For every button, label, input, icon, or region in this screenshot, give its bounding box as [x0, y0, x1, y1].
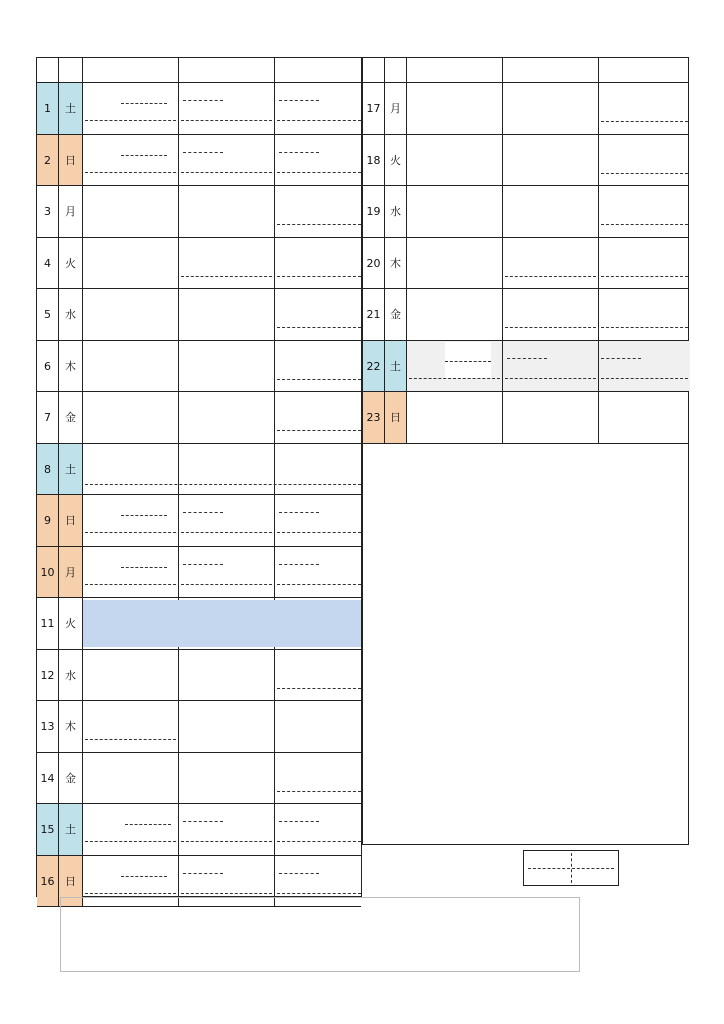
- dashed-divider: [181, 172, 272, 173]
- dashed-divider: [601, 276, 688, 277]
- weekday-cell: 金: [59, 392, 83, 443]
- dashed-divider: [181, 276, 272, 277]
- weekday-cell: 土: [59, 83, 83, 134]
- day-row: [37, 135, 361, 187]
- day-row: [363, 135, 688, 187]
- dashed-divider: [181, 532, 272, 533]
- day-row: [37, 753, 361, 805]
- dashed-divider: [85, 841, 176, 842]
- weekday-cell: 日: [59, 856, 83, 907]
- slot-cell: [407, 392, 503, 443]
- slot-cell: [83, 495, 179, 546]
- header-pm: [179, 58, 275, 83]
- sport-box: [121, 496, 167, 532]
- day-row: [37, 444, 361, 496]
- slot-cell: [599, 186, 690, 237]
- day-cell: 8: [37, 444, 59, 495]
- slot-cell: [275, 135, 363, 186]
- weekday-cell: 土: [59, 444, 83, 495]
- slot-cell: [275, 289, 363, 340]
- weekday-cell: 日: [59, 495, 83, 546]
- sport-box: [121, 136, 167, 172]
- slot-cell: [83, 547, 179, 598]
- sport-box: [121, 857, 167, 893]
- day-cell: 4: [37, 238, 59, 289]
- weekday-cell: 土: [59, 804, 83, 855]
- day-row: [37, 701, 361, 753]
- dashed-divider: [181, 120, 272, 121]
- slot-cell: [275, 804, 363, 855]
- day-row: [363, 392, 688, 444]
- day-row: [363, 238, 688, 290]
- dashed-divider: [183, 873, 223, 874]
- dashed-divider: [277, 172, 361, 173]
- dashed-divider: [121, 876, 167, 877]
- dashed-divider: [277, 120, 361, 121]
- slot-cell: [179, 495, 275, 546]
- slot-cell: [179, 392, 275, 443]
- day-cell: 19: [363, 186, 385, 237]
- slot-cell: [179, 804, 275, 855]
- day-row: [37, 650, 361, 702]
- dashed-divider: [277, 532, 361, 533]
- slot-cell: [83, 186, 179, 237]
- dashed-divider: [277, 791, 361, 792]
- sport-box: [125, 805, 171, 841]
- slot-cell: [83, 650, 179, 701]
- slot-cell: [83, 392, 179, 443]
- dashed-divider: [277, 327, 361, 328]
- day-row: [37, 547, 361, 599]
- slot-cell: [179, 701, 275, 752]
- slot-cell: [599, 135, 690, 186]
- dashed-divider: [279, 512, 319, 513]
- dashed-divider: [409, 378, 500, 379]
- dashed-divider: [601, 224, 688, 225]
- day-cell: 17: [363, 83, 385, 134]
- slot-cell: [179, 547, 275, 598]
- schedule-left: [36, 57, 362, 897]
- slot-cell: [503, 238, 599, 289]
- weekday-cell: 火: [59, 238, 83, 289]
- dashed-divider: [85, 893, 176, 894]
- dashed-divider: [121, 515, 167, 516]
- weekday-cell: 日: [385, 392, 407, 443]
- header-day: [37, 58, 59, 83]
- day-row: [37, 186, 361, 238]
- slot-cell: [275, 238, 363, 289]
- dashed-divider: [601, 378, 688, 379]
- slot-cell: [83, 701, 179, 752]
- slot-cell: [83, 341, 179, 392]
- weekday-cell: 土: [385, 341, 407, 392]
- weekday-cell: 木: [59, 701, 83, 752]
- dashed-divider: [277, 584, 361, 585]
- sport-box: [121, 548, 167, 584]
- slot-cell: [599, 341, 690, 392]
- dashed-divider: [279, 564, 319, 565]
- header-day: [363, 58, 385, 83]
- day-cell: 5: [37, 289, 59, 340]
- slot-cell: [275, 753, 363, 804]
- header-am: [83, 58, 179, 83]
- dashed-divider: [277, 841, 361, 842]
- slot-cell: [275, 392, 363, 443]
- dashed-divider: [505, 276, 596, 277]
- day-cell: 11: [37, 598, 59, 649]
- slot-cell: [503, 341, 599, 392]
- day-row: [37, 804, 361, 856]
- dashed-divider: [277, 430, 361, 431]
- day-row: [37, 341, 361, 393]
- slot-cell: [503, 289, 599, 340]
- weekday-cell: 木: [59, 341, 83, 392]
- dashed-divider: [601, 327, 688, 328]
- dashed-divider: [181, 893, 272, 894]
- header-weekday: [59, 58, 83, 83]
- slot-cell: [179, 83, 275, 134]
- slot-cell: [275, 495, 363, 546]
- closed-notice: [83, 600, 361, 647]
- dashed-divider: [85, 484, 361, 485]
- weekday-cell: 火: [385, 135, 407, 186]
- slot-cell: [407, 135, 503, 186]
- dashed-divider: [505, 378, 596, 379]
- day-cell: 20: [363, 238, 385, 289]
- slot-cell: [599, 289, 690, 340]
- dashed-divider: [85, 172, 176, 173]
- slot-cell: [83, 804, 179, 855]
- day-row: [37, 495, 361, 547]
- dashed-divider: [505, 327, 596, 328]
- day-cell: 23: [363, 392, 385, 443]
- dashed-divider: [277, 224, 361, 225]
- day-cell: 3: [37, 186, 59, 237]
- slot-cell: [407, 341, 503, 392]
- dashed-divider: [183, 152, 223, 153]
- slot-cell: [83, 753, 179, 804]
- dashed-divider: [601, 173, 688, 174]
- dashed-divider: [279, 873, 319, 874]
- header-am: [407, 58, 503, 83]
- day-cell: 6: [37, 341, 59, 392]
- day-cell: 21: [363, 289, 385, 340]
- slot-cell: [83, 83, 179, 134]
- weekday-cell: 月: [59, 547, 83, 598]
- slot-cell: [179, 135, 275, 186]
- slot-cell: [179, 650, 275, 701]
- slot-cell: [599, 238, 690, 289]
- header-left: [37, 58, 361, 83]
- day-row: [37, 83, 361, 135]
- header-night: [599, 58, 690, 83]
- day-row: [363, 289, 688, 341]
- dashed-divider: [181, 841, 272, 842]
- weekday-cell: 火: [59, 598, 83, 649]
- day-cell: 16: [37, 856, 59, 907]
- slot-cell: [599, 392, 690, 443]
- header-weekday: [385, 58, 407, 83]
- slot-cell: [599, 83, 690, 134]
- dashed-divider: [277, 379, 361, 380]
- sport-box: [445, 342, 491, 378]
- day-row: [363, 83, 688, 135]
- dashed-divider: [85, 584, 176, 585]
- day-cell: 10: [37, 547, 59, 598]
- day-cell: 15: [37, 804, 59, 855]
- day-cell: 13: [37, 701, 59, 752]
- header-pm: [503, 58, 599, 83]
- dashed-divider: [125, 824, 171, 825]
- dashed-divider: [277, 688, 361, 689]
- dashed-divider: [279, 152, 319, 153]
- dashed-divider: [183, 564, 223, 565]
- dashed-divider: [181, 584, 272, 585]
- day-cell: 2: [37, 135, 59, 186]
- day-cell: 18: [363, 135, 385, 186]
- slot-cell: [275, 701, 363, 752]
- dashed-divider: [121, 103, 167, 104]
- slot-cell: [275, 341, 363, 392]
- slot-cell: [503, 392, 599, 443]
- slot-cell: [83, 289, 179, 340]
- dashed-divider: [121, 567, 167, 568]
- day-cell: 12: [37, 650, 59, 701]
- weekday-cell: 金: [385, 289, 407, 340]
- slot-cell: [407, 289, 503, 340]
- dashed-divider: [85, 739, 176, 740]
- day-row: [37, 238, 361, 290]
- slot-cell: [179, 238, 275, 289]
- header-night: [275, 58, 363, 83]
- slot-cell: [407, 238, 503, 289]
- slot-cell: [275, 83, 363, 134]
- dashed-divider: [601, 358, 641, 359]
- weekday-cell: 水: [59, 289, 83, 340]
- day-cell: 14: [37, 753, 59, 804]
- header-right: [363, 58, 688, 83]
- day-cell: 1: [37, 83, 59, 134]
- dashed-divider: [121, 155, 167, 156]
- dashed-divider: [85, 532, 176, 533]
- weekday-cell: 月: [59, 186, 83, 237]
- sport-box: [121, 84, 167, 120]
- slot-cell: [503, 83, 599, 134]
- day-cell: 9: [37, 495, 59, 546]
- dashed-divider: [279, 821, 319, 822]
- slot-cell: [83, 238, 179, 289]
- slot-cell: [179, 341, 275, 392]
- slot-cell: [407, 83, 503, 134]
- slot-cell: [275, 186, 363, 237]
- dashed-divider: [277, 893, 361, 894]
- court-diagram: [523, 850, 619, 886]
- day-cell: 7: [37, 392, 59, 443]
- dashed-divider: [507, 358, 547, 359]
- slot-cell: [179, 753, 275, 804]
- slot-cell: [179, 289, 275, 340]
- weekday-cell: 月: [385, 83, 407, 134]
- day-row: [37, 598, 361, 650]
- slot-cell: [503, 135, 599, 186]
- event-row: [83, 444, 363, 495]
- weekday-cell: 木: [385, 238, 407, 289]
- dashed-divider: [277, 276, 361, 277]
- slot-cell: [179, 186, 275, 237]
- weekday-cell: 水: [59, 650, 83, 701]
- day-row: [37, 392, 361, 444]
- footnote-box: [60, 897, 580, 972]
- schedule-right: [362, 57, 689, 845]
- day-row: [37, 289, 361, 341]
- dashed-divider: [85, 120, 176, 121]
- day-row: [363, 341, 688, 393]
- slot-cell: [503, 186, 599, 237]
- weekday-cell: 日: [59, 135, 83, 186]
- day-cell: 22: [363, 341, 385, 392]
- slot-cell: [83, 135, 179, 186]
- day-row: [363, 186, 688, 238]
- dashed-divider: [183, 512, 223, 513]
- slot-cell: [275, 547, 363, 598]
- dashed-divider: [183, 821, 223, 822]
- slot-cell: [275, 650, 363, 701]
- weekday-cell: 金: [59, 753, 83, 804]
- weekday-cell: 水: [385, 186, 407, 237]
- slot-cell: [407, 186, 503, 237]
- dashed-divider: [183, 100, 223, 101]
- dashed-divider: [445, 361, 491, 362]
- dashed-divider: [601, 121, 688, 122]
- dashed-divider: [279, 100, 319, 101]
